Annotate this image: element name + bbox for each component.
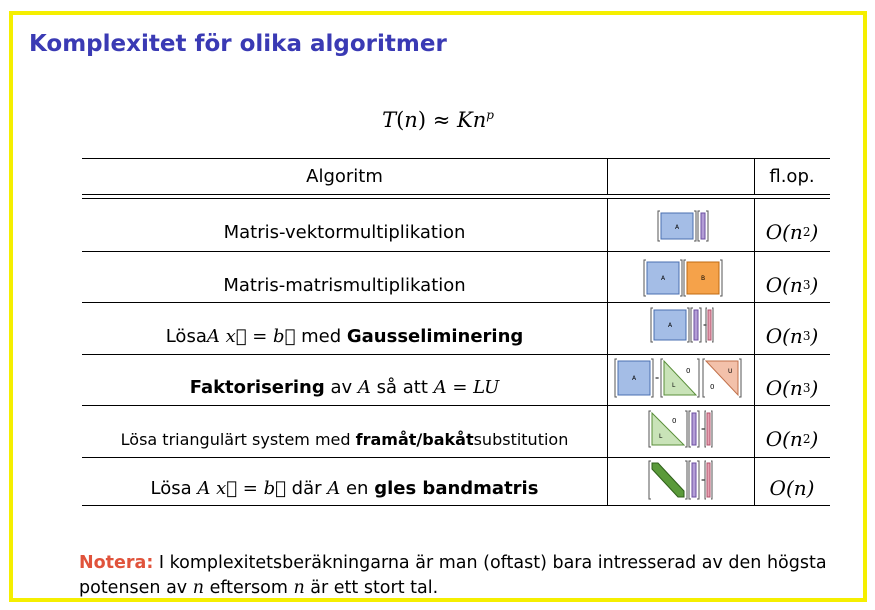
svg-text:=: = — [703, 323, 708, 329]
formula-arg: n — [404, 108, 418, 132]
row-algorithm — [82, 318, 607, 354]
table-rule — [82, 354, 830, 355]
table-rule — [82, 194, 830, 195]
row-math: A — [357, 377, 371, 398]
cx-base: O(n) — [769, 476, 815, 500]
row-text: av — [324, 377, 358, 398]
note-text: eftersom — [204, 578, 294, 598]
formula-op: ≈ — [432, 108, 451, 132]
svg-text:A: A — [660, 275, 666, 282]
lu-factorization-icon — [614, 357, 746, 399]
row-algorithm — [82, 422, 607, 456]
complexity-table — [82, 158, 830, 505]
cx-base: O(n — [765, 220, 803, 244]
cx-end: ) — [810, 427, 819, 451]
slide-title: Komplexitet för olika algoritmer — [29, 31, 447, 57]
svg-text:A: A — [631, 375, 637, 382]
row-math: A = LU — [433, 377, 500, 398]
row-complexity — [754, 471, 830, 505]
row-text: Matris-matrismultiplikation — [223, 274, 466, 296]
row-text: Lösa — [150, 477, 198, 499]
matrix-vector-icon — [657, 209, 713, 243]
row-complexity — [754, 268, 830, 302]
row-math: A x⃗ = b⃗ — [206, 325, 296, 347]
label-a: A — [674, 224, 680, 231]
row-math: A x⃗ = b⃗ — [197, 477, 286, 499]
row-math: A — [327, 477, 341, 499]
row-text: Lösa — [165, 325, 207, 347]
row-text: där — [285, 477, 328, 499]
table-rule — [82, 405, 830, 406]
row-text: så att — [370, 377, 434, 398]
row-text: substitution — [473, 429, 569, 449]
svg-text:0: 0 — [710, 383, 715, 391]
svg-text:0: 0 — [672, 417, 677, 425]
svg-text:U: U — [728, 368, 733, 375]
table-vrule — [607, 198, 608, 505]
row-bold-text: / — [416, 429, 423, 449]
table-rule — [82, 302, 830, 303]
cx-exp: 3 — [802, 380, 811, 395]
svg-text:L: L — [672, 382, 676, 389]
row-algorithm — [82, 370, 607, 405]
header-illustration — [607, 158, 754, 194]
triangular-system-icon — [648, 409, 714, 449]
cx-exp: 2 — [802, 225, 811, 239]
row-bold-text: bakåt — [422, 429, 474, 449]
formula-rhs: Kn — [457, 108, 487, 132]
row-bold-text: Gausseliminering — [346, 325, 524, 347]
table-rule — [82, 251, 830, 252]
band-matrix-icon — [648, 459, 714, 501]
cx-end: ) — [810, 273, 819, 297]
row-bold-text: gles bandmatris — [374, 477, 539, 499]
cx-exp: 2 — [802, 432, 811, 446]
row-complexity — [754, 318, 830, 354]
svg-text:0: 0 — [686, 367, 691, 375]
header-algorithm: Algoritm — [306, 165, 383, 187]
note — [79, 551, 839, 601]
header-flops: fl.op. — [769, 165, 815, 187]
cx-exp: 3 — [802, 329, 811, 343]
row-complexity — [754, 214, 830, 250]
row-bold-text: framåt — [355, 429, 417, 449]
cx-end: ) — [810, 324, 819, 348]
svg-text:=: = — [701, 478, 706, 484]
table-rule — [82, 505, 830, 506]
cx-base: O(n — [765, 427, 803, 451]
svg-text:=: = — [701, 427, 706, 433]
cx-end: ) — [810, 375, 819, 400]
row-text: Matris-vektormultiplikation — [223, 221, 466, 243]
note-text: är ett stort tal. — [304, 578, 439, 598]
row-complexity — [754, 422, 830, 456]
svg-text:=: = — [655, 376, 660, 382]
cx-base: O(n — [765, 324, 803, 348]
table-rule — [82, 198, 830, 199]
row-complexity — [754, 370, 830, 405]
formula-exp: p — [486, 108, 494, 122]
table-rule — [82, 457, 830, 458]
row-algorithm — [82, 471, 607, 505]
svg-text:B: B — [700, 275, 706, 282]
gauss-elimination-icon — [650, 306, 714, 346]
svg-text:L: L — [659, 433, 663, 440]
note-math: n — [293, 578, 305, 598]
cx-end: ) — [810, 220, 819, 244]
cx-exp: 3 — [802, 278, 811, 292]
note-label: Notera: — [79, 553, 154, 573]
note-math: n — [192, 578, 204, 598]
row-bold-text: Faktorisering — [189, 377, 325, 398]
svg-text:A: A — [667, 322, 673, 329]
slide — [9, 11, 867, 602]
complexity-formula: T(n) ≈ Kn$^p$ — [382, 108, 494, 132]
row-algorithm — [82, 268, 607, 302]
row-text: Lösa triangulärt system med — [120, 429, 356, 449]
row-text: med — [295, 325, 347, 347]
note-text: I komplexitetsberäkningarna är man (oftast) bara intresserad av den högsta potensen av — [79, 553, 827, 598]
row-text: en — [340, 477, 375, 499]
row-algorithm — [82, 214, 607, 250]
formula-lhs: T — [382, 108, 397, 132]
cx-base: O(n — [765, 273, 803, 297]
matrix-matrix-icon — [643, 258, 723, 298]
cx-base: O(n — [765, 375, 803, 400]
